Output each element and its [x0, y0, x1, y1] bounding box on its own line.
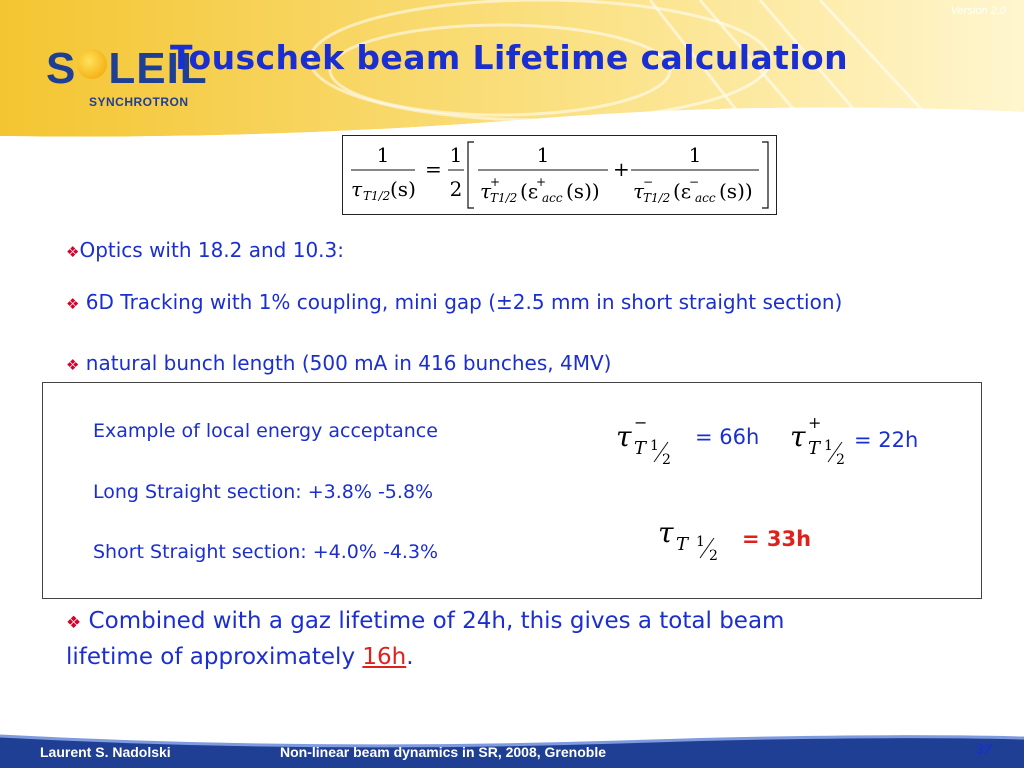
logo-letter-s: S	[46, 44, 77, 93]
tau-sub-num: 1	[824, 438, 833, 454]
tau-sub-den: 2	[662, 452, 671, 468]
conclusion-line-2: lifetime of approximately	[66, 644, 363, 670]
term1-acc-close: (s))	[566, 179, 600, 203]
tau-minus-value: = 66h	[695, 425, 760, 449]
bullet-bunch-length-text: natural bunch length (500 mA in 416 bunches, 4MV)	[79, 351, 612, 375]
plus-sign: +	[613, 157, 630, 181]
half-denominator: 2	[449, 177, 463, 201]
lhs-tau: τ	[351, 177, 363, 201]
term1-sub: T1/2	[490, 191, 518, 205]
conclusion-line-1: Combined with a gaz lifetime of 24h, this gives a total beam	[81, 608, 785, 634]
diamond-bullet-icon: ❖	[66, 356, 80, 374]
lhs-numerator: 1	[376, 143, 390, 167]
tau-minus-symbol	[612, 412, 680, 470]
bullet-tracking	[66, 290, 842, 314]
term2-numerator: 1	[688, 143, 702, 167]
term1-acc-sup: +	[536, 175, 547, 189]
logo-subtitle: SYNCHROTRON	[89, 95, 189, 109]
tau-total-value: = 33h	[742, 527, 812, 551]
lhs-sub: T1/2	[363, 189, 391, 203]
tau-sup: +	[808, 413, 822, 432]
logo-letters-leil: LEIL	[108, 44, 208, 93]
slide-title: Touschek beam Lifetime calculation	[170, 38, 848, 77]
tau-sub-den: 2	[836, 452, 845, 468]
term2-sup: −	[643, 175, 654, 189]
diamond-bullet-icon: ❖	[66, 295, 80, 313]
long-straight-acceptance: Long Straight section: +3.8% -5.8%	[93, 481, 434, 503]
term1-acc-open: (ε	[520, 179, 539, 203]
term1-sup: +	[490, 175, 501, 189]
tau-sub-den: 2	[709, 548, 718, 564]
tau-plus-symbol	[786, 412, 854, 470]
term2-acc-close: (s))	[719, 179, 753, 203]
tau-glyph: τ	[616, 420, 632, 453]
term2-sub: T1/2	[643, 191, 671, 205]
term2-acc-open: (ε	[673, 179, 692, 203]
tau-sub-num: 1	[650, 438, 659, 454]
conclusion-text	[66, 604, 966, 674]
tau-total-symbol	[654, 510, 730, 568]
half-numerator: 1	[449, 143, 463, 167]
diamond-bullet-icon: ❖	[66, 613, 82, 633]
sun-icon	[77, 49, 107, 79]
lhs-arg: (s)	[390, 177, 416, 201]
page-number: 37	[976, 741, 992, 757]
tau-glyph: τ	[790, 420, 806, 453]
term1-numerator: 1	[536, 143, 550, 167]
tau-sub-num: 1	[696, 534, 705, 550]
footer-author: Laurent S. Nadolski	[40, 744, 171, 760]
bullet-optics-text: Optics with 18.2 and 10.3:	[79, 238, 344, 262]
diamond-bullet-icon: ❖	[66, 243, 80, 261]
equals-sign: =	[425, 157, 442, 181]
bullet-bunch-length	[66, 351, 611, 375]
tau-glyph: τ	[658, 516, 674, 549]
bullet-tracking-text: 6D Tracking with 1% coupling, mini gap (±2.5 mm in short straight section)	[79, 290, 843, 314]
conclusion-period: .	[406, 644, 414, 670]
tau-sup: −	[634, 413, 648, 432]
version-label: Version 2.0	[950, 5, 1006, 17]
bullet-optics	[66, 238, 344, 262]
term2-acc-sub: acc	[695, 191, 716, 205]
term2-acc-sup: −	[689, 175, 700, 189]
formula-svg	[343, 136, 776, 214]
term1-acc-sub: acc	[542, 191, 563, 205]
short-straight-acceptance: Short Straight section: +4.0% -4.3%	[93, 541, 439, 563]
tau-sub-t: T	[808, 438, 821, 459]
term2-tau: τ	[633, 179, 645, 203]
tau-sub-t: T	[634, 438, 647, 459]
term1-tau: τ	[480, 179, 492, 203]
example-heading: Example of local energy acceptance	[93, 420, 438, 442]
footer-event: Non-linear beam dynamics in SR, 2008, Grenoble	[280, 744, 606, 760]
tau-plus-value: = 22h	[854, 428, 919, 452]
tau-sub-t: T	[676, 534, 689, 555]
touschek-formula	[342, 135, 777, 215]
total-lifetime-value: 16h	[362, 644, 407, 670]
